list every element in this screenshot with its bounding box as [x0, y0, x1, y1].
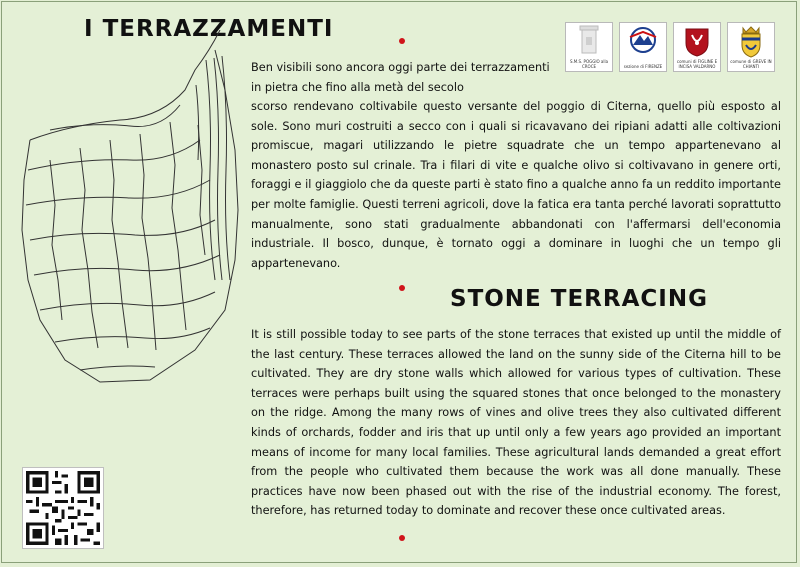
logo-caption: comune di GREVE IN CHIANTI: [730, 59, 772, 69]
red-dot: [399, 285, 405, 291]
terrace-map-illustration: [10, 30, 250, 390]
english-body: It is still possible today to see parts of the stone terraces that existed up until the middle of the last century. These terraces allowed the land on the sunny side of the Citerna hill to be cultivated. They are dry stone walls which allowed for various types of cultivation. These terraces were perhaps built using the squared stones that once belonged to the monastery on the ridge. Among the many rows of vines and olive trees they also cultivated different kinds of orchards, fodder and iris that up until only a few years ago provided an important means of income for many local families. These agricultural lands demanded a great effort from the people who cultivated them because the work was all done manually. These practices have now been phased out with the rise of the industrial economy. The forest, therefore, has returned today to dominate and recover these once cultivated areas.: [251, 328, 781, 518]
logo-cai-firenze: [619, 22, 667, 72]
qr-code-icon[interactable]: [22, 467, 104, 549]
logo-sms-poggio: [565, 22, 613, 72]
red-dot: [399, 535, 405, 541]
logo-figline-incisa: [673, 22, 721, 72]
crown-shield-icon: [728, 23, 774, 59]
mountain-emblem-icon: [620, 23, 666, 59]
shield-emblem-icon: [674, 23, 720, 59]
sponsor-logos: [565, 22, 780, 74]
english-title: STONE TERRACING: [450, 286, 708, 312]
logo-caption: sezione di FIRENZE: [623, 63, 663, 69]
italian-intro: Ben visibili sono ancora oggi parte dei terrazzamenti in pietra che fino alla metà del secolo: [251, 61, 550, 94]
info-panel: [1, 1, 797, 563]
italian-title: I TERRAZZAMENTI: [84, 16, 334, 42]
logo-caption: S.M.S. POGGIO alla CROCE: [569, 59, 609, 69]
logo-greve-chianti: [727, 22, 775, 72]
red-dot: [399, 38, 405, 44]
logo-caption: comuni di FIGLINE E INCISA VALDARNO: [676, 59, 718, 69]
tower-emblem-icon: [566, 23, 612, 59]
italian-body: scorso rendevano coltivabile questo versante del poggio di Citerna, quello più esposto al sole. Sono muri costruiti a secco con i quali si ricavavano dei ripiani adatti alle coltivazioni promiscue, magari utilizzando le pietre squadrate che un tempo appartenevano al monastero posto sul crinale. Tra i filari di vite e qualche olivo si coltivavano in genere orti, foraggi e il giaggiolo che da queste parti è stato fino a qualche anno fa un reddito importante per molte famiglie. Questi terreni agricoli, dove la fatica era tanta perché lavorati soprattutto manualmente, sono stati gradualmente abbandonati con l'affermarsi dell'economia industriale. Il bosco, dunque, è tornato oggi a dominare in luoghi che un tempo gli appartenevano.: [251, 100, 781, 270]
